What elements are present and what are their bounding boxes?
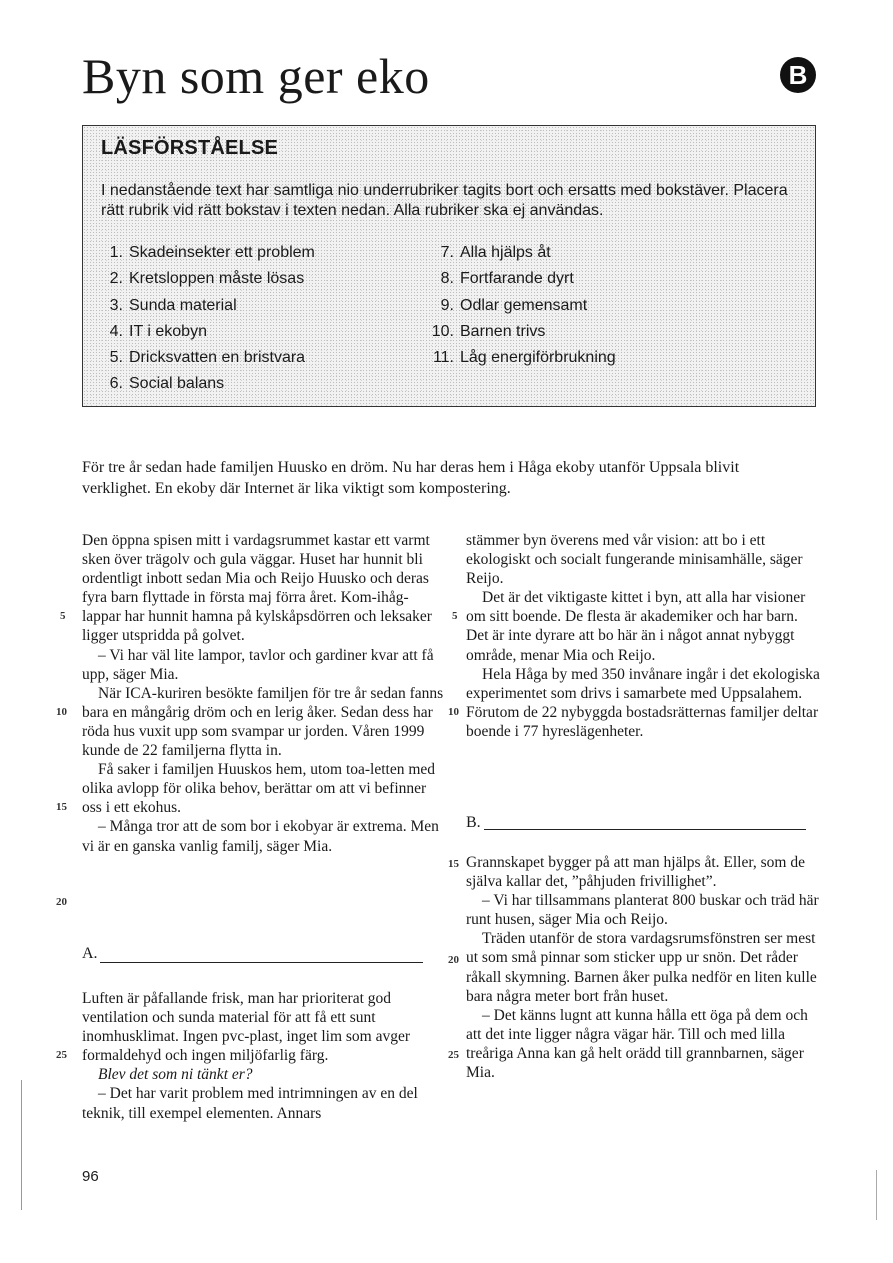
- option-number: 11.: [432, 349, 454, 367]
- section-badge: B: [780, 57, 816, 93]
- option-text: Sunda material: [129, 296, 237, 314]
- line-number: 10: [56, 706, 67, 718]
- option-number: 6.: [109, 375, 123, 393]
- paragraph: – Många tror att de som bor i ekobyar är extrema. Men vi är en ganska vanlig familj, säger Mia.: [82, 818, 439, 855]
- article-column-left: [82, 531, 444, 856]
- option-number: 2.: [109, 270, 123, 288]
- paragraph: Grannskapet bygger på att man hjälps åt. Eller, som de själva kallar det, ”påhjuden frivillighet”.: [466, 854, 805, 891]
- subheading-a-label: A.: [82, 945, 98, 962]
- question: Blev det som ni tänkt er?: [98, 1066, 253, 1084]
- option-item: [97, 240, 315, 266]
- option-text: Skadeinsekter ett problem: [129, 244, 315, 261]
- scan-edge-mark: [876, 1170, 877, 1220]
- option-number: 3.: [109, 296, 123, 314]
- option-text: IT i ekobyn: [129, 322, 207, 340]
- option-number: 8.: [440, 270, 454, 288]
- line-number: 25: [448, 1049, 459, 1061]
- paragraph: Det är det viktigaste kittet i byn, att alla har visioner om sitt boende. De flesta är akademiker och har barn. Det är inte dyrare att bo här än i något annat nybyggt område, menar Mia och Reijo.: [466, 589, 806, 664]
- option-item: [97, 266, 315, 292]
- heading-options-right: [428, 240, 616, 371]
- option-item: [97, 371, 315, 397]
- option-text: Odlar gemensamt: [460, 296, 588, 314]
- option-number: 10.: [431, 322, 454, 340]
- option-text: Alla hjälps åt: [460, 244, 551, 261]
- page-title: Byn som ger eko: [82, 48, 430, 104]
- article-column-left-cont: [82, 989, 444, 1123]
- paragraph: När ICA-kuriren besökte familjen för tre år sedan fanns bara en mångårig dröm och en lerig åker. Sedan dess har röda hus vuxit upp som svampar ur jorden. Våren 1999 kunde de 22 familjerna flytta in.: [82, 684, 444, 760]
- option-number: 9.: [440, 296, 454, 314]
- option-text: Fortfarande dyrt: [460, 270, 574, 288]
- paragraph: – Vi har väl lite lampor, tavlor och gardiner kvar att få upp, säger Mia.: [82, 646, 434, 683]
- scan-edge-mark: [21, 1080, 22, 1210]
- line-number: 15: [56, 801, 67, 813]
- paragraph: Få saker i familjen Huuskos hem, utom toa-letten med olika avlopp för olika behov, berättar om att vi befinner oss i ett ekohus.: [82, 761, 436, 817]
- line-number: 15: [448, 858, 459, 870]
- line-number: 20: [448, 954, 459, 966]
- paragraph: Hela Håga by med 350 invånare ingår i det ekologiska experimentet som drivs i samarbete med Uppsalahem. Förutom de 22 nybyggda bostadsrätternas familjer deltar boende i 77 hyreslägenheter.: [466, 665, 820, 740]
- line-number: 25: [56, 1049, 67, 1061]
- option-item: [97, 293, 315, 319]
- option-text: Låg energiförbrukning: [460, 349, 616, 367]
- paragraph: Luften är påfallande frisk, man har prioriterat god ventilation och sunda material för att få ett sunt inomhusklimat. Ingen pvc-plast, inget lim som avger formaldehyd och ingen miljöfarlig färg.: [82, 990, 411, 1065]
- option-number: 4.: [109, 322, 123, 340]
- exercise-instruction: I nedanstående text har samtliga nio underrubriker tagits bort och ersatts med bokstäver. Placera rätt rubrik vid rätt bokstav i texten nedan. Alla rubriker ska ej användas.: [101, 182, 788, 219]
- heading-options-left: [97, 240, 315, 398]
- subheading-a-blank: [100, 962, 423, 963]
- option-text: Social balans: [129, 375, 225, 393]
- subheading-b-blank: [484, 829, 806, 830]
- option-number: 1.: [109, 244, 123, 261]
- paragraph: stämmer byn överens med vår vision: att bo i ett ekologiskt och socialt fungerande minisamhälle, säger Reijo.: [466, 532, 803, 588]
- option-item: [428, 319, 616, 345]
- exercise-heading: LÄSFÖRSTÅELSE: [101, 137, 279, 159]
- article-column-right: [466, 531, 822, 741]
- option-item: [428, 293, 616, 319]
- article-lead: För tre år sedan hade familjen Huusko en dröm. Nu har deras hem i Håga ekoby utanför Uppsala blivit verklighet. En ekoby där Internet är lika viktigt som kompostering.: [82, 459, 740, 497]
- option-item: [428, 240, 616, 266]
- subheading-b-label: B.: [466, 814, 481, 831]
- page-number: 96: [82, 1168, 99, 1185]
- paragraph: – Det känns lugnt att kunna hålla ett öga på dem och att det inte ligger några vägar här. Till och med lilla treåriga Anna kan gå helt orädd till grannbarnen, säger Mia.: [466, 1006, 808, 1082]
- paragraph: – Det har varit problem med intrimningen av en del teknik, till exempel elementen. Annars: [82, 1085, 418, 1122]
- option-item: [97, 345, 315, 371]
- line-number: 20: [56, 896, 67, 908]
- line-number: 5: [452, 610, 458, 622]
- option-number: 7.: [440, 244, 454, 261]
- option-text: Kretsloppen måste lösas: [129, 270, 305, 288]
- line-number: 5: [60, 610, 66, 622]
- option-item: [97, 319, 315, 345]
- option-item: [428, 345, 616, 371]
- option-item: [428, 266, 616, 292]
- paragraph: Den öppna spisen mitt i vardagsrummet kastar ett varmt sken över trägolv och gula väggar. Huset har hunnit bli ordentligt inbott sedan Mia och Reijo Huusko och deras fyra barn flyttade in första maj förra året. Kom-ihåg-lappar har hunnit hamna på kylskåpsdörren och leksaker ligger utspridda på golvet.: [82, 532, 432, 645]
- option-text: Barnen trivs: [460, 322, 546, 340]
- option-number: 5.: [109, 349, 123, 367]
- reading-exercise-box: [82, 125, 816, 407]
- article-column-right-cont: [466, 853, 822, 1082]
- line-number: 10: [448, 706, 459, 718]
- paragraph: – Vi har tillsammans planterat 800 buskar och träd här runt husen, säger Mia och Reijo.: [466, 892, 819, 929]
- option-text: Dricksvatten en bristvara: [129, 349, 306, 367]
- paragraph: Träden utanför de stora vardagsrumsfönstren ser mest ut som små pinnar som sticker upp ur snön. Det råder råkall skymning. Barnen åker pulka nedför en liten kulle bara några meter bort från huset.: [466, 930, 817, 1005]
